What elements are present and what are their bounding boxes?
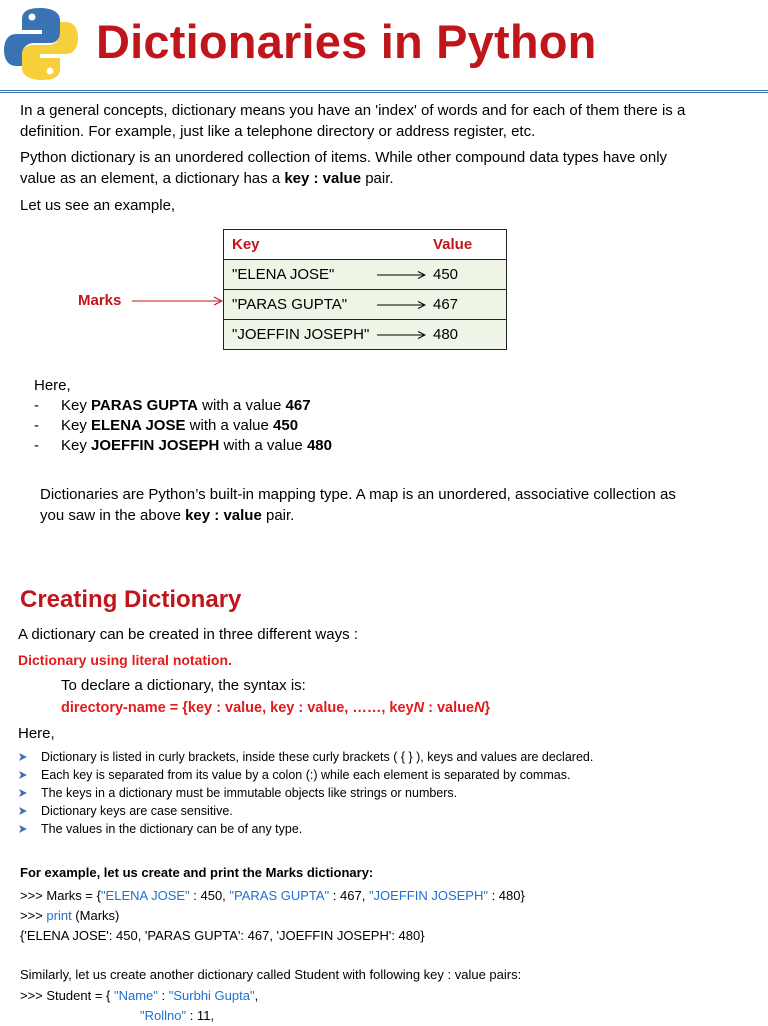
list-item [18, 802, 593, 820]
code-output: {'ELENA JOSE': 450, 'PARAS GUPTA': 467, 'JOEFFIN JOSEPH': 480} [20, 928, 425, 943]
intro-line [20, 168, 667, 189]
list-item [18, 820, 593, 838]
marks-arrow-icon [132, 295, 224, 307]
code-string: "Rollno" [140, 1008, 187, 1023]
arrow-bullet-icon [18, 770, 28, 780]
table-header-row [224, 230, 506, 259]
code-string: "Name" [113, 988, 158, 1003]
bullet-text: Dictionary is listed in curly brackets, inside these curly brackets ( { } ), keys and values are declared. [41, 750, 594, 764]
code-text: , [254, 988, 259, 1003]
intro-line: definition. For example, just like a telephone directory or address register, etc. [20, 123, 536, 140]
section-heading: Creating Dictionary [20, 586, 242, 613]
code-keyword: print [46, 908, 72, 923]
bullet-text: The keys in a dictionary must be immutable objects like strings or numbers. [41, 786, 458, 800]
text: value as an element, a dictionary has a [20, 170, 285, 187]
table-row [224, 319, 506, 349]
code-text: >>> Student = { [20, 988, 114, 1003]
mapping-line [40, 505, 676, 526]
syntax-line [61, 698, 490, 719]
right-arrow-icon [377, 270, 426, 280]
key-value: 480 [306, 437, 332, 454]
text: with a value [219, 437, 307, 454]
row-key: "ELENA JOSE" [232, 266, 335, 283]
code-text: (Marks) [71, 908, 120, 923]
syntax-n: N [413, 700, 425, 716]
student-intro: Similarly, let us create another dictionary called Student with following key : value pairs: [20, 967, 522, 982]
mapping-line: Dictionaries are Python’s built-in mapping type. A map is an unordered, associative collection as [40, 486, 676, 503]
intro-paragraph-2 [20, 147, 667, 189]
row-key: "PARAS GUPTA" [232, 296, 348, 313]
arrow-bullet-icon [18, 806, 28, 816]
key-value: 450 [273, 417, 299, 434]
text: Key [61, 437, 92, 454]
rules-list [18, 748, 593, 838]
text: pair. [361, 170, 394, 187]
key-name: PARAS GUPTA [91, 397, 198, 414]
code-text: : 11, [186, 1008, 215, 1023]
code-text: >>> Marks = { [20, 888, 101, 903]
code-string: "Surbhi Gupta" [168, 988, 255, 1003]
text: with a value [197, 397, 286, 414]
dash: - [34, 397, 39, 414]
key-value: 467 [285, 397, 311, 414]
code-line [20, 906, 119, 926]
example-table [223, 229, 507, 350]
list-item [34, 396, 332, 416]
key-value-bold: key : value [185, 507, 262, 524]
code-string: "PARAS GUPTA" [229, 888, 330, 903]
table-row [224, 259, 506, 289]
bullet-text: The values in the dictionary can be of any type. [41, 822, 303, 836]
dash: - [34, 437, 39, 454]
python-logo-icon [4, 6, 78, 82]
arrow-bullet-icon [18, 788, 28, 798]
right-arrow-icon [377, 330, 426, 340]
table-row [224, 289, 506, 319]
syntax-part: } [484, 700, 491, 716]
dash: - [34, 417, 39, 434]
syntax-part: : value [424, 700, 475, 716]
bullet-text: Each key is separated from its value by a colon (:) while each element is separated by commas. [41, 768, 571, 782]
title-divider [0, 90, 768, 93]
here-label: Here, [34, 377, 71, 394]
syntax-intro: To declare a dictionary, the syntax is: [61, 677, 306, 694]
text: with a value [185, 417, 274, 434]
list-item [18, 766, 593, 784]
key-name: ELENA JOSE [91, 417, 186, 434]
page-title: Dictionaries in Python [96, 15, 597, 68]
bullet-text: Dictionary keys are case sensitive. [41, 804, 233, 818]
syntax-n: N [474, 700, 485, 716]
code-line [140, 1006, 214, 1026]
code-line [20, 886, 525, 906]
code-text: >>> [20, 908, 47, 923]
intro-paragraph-3: Let us see an example, [20, 197, 176, 214]
list-item [34, 436, 332, 456]
syntax-part: directory-name = {key : value, key : value, ……, key [61, 700, 414, 716]
header-key: Key [232, 236, 260, 253]
row-value: 467 [433, 296, 459, 313]
here-label: Here, [18, 725, 55, 742]
header-value: Value [433, 236, 473, 253]
intro-paragraph-1 [20, 100, 685, 142]
marks-label: Marks [78, 292, 122, 309]
code-text: : 450, [189, 888, 230, 903]
list-item [18, 784, 593, 802]
intro-line: Python dictionary is an unordered collection of items. While other compound data types have only [20, 149, 668, 166]
code-string: "ELENA JOSE" [100, 888, 190, 903]
list-item [18, 748, 593, 766]
code-text: : 467, [329, 888, 369, 903]
intro-line: In a general concepts, dictionary means you have an 'index' of words and for each of them there is a [20, 102, 686, 119]
code-example-heading: For example, let us create and print the Marks dictionary: [20, 865, 374, 880]
right-arrow-icon [377, 300, 426, 310]
row-value: 480 [433, 326, 459, 343]
code-text: : [157, 988, 169, 1003]
row-value: 450 [433, 266, 459, 283]
mapping-paragraph [40, 484, 676, 526]
here-list [34, 376, 332, 456]
code-line [20, 986, 258, 1006]
text: pair. [261, 507, 295, 524]
key-name: JOEFFIN JOSEPH [91, 437, 220, 454]
row-key: "JOEFFIN JOSEPH" [232, 326, 370, 343]
text: you saw in the above [40, 507, 186, 524]
arrow-bullet-icon [18, 824, 28, 834]
text: Key [61, 397, 92, 414]
code-string: "JOEFFIN JOSEPH" [368, 888, 488, 903]
literal-notation-heading: Dictionary using literal notation. [18, 652, 232, 668]
key-value-bold: key : value [284, 170, 362, 187]
text: Key [61, 417, 92, 434]
creating-intro: A dictionary can be created in three different ways : [18, 626, 358, 643]
arrow-bullet-icon [18, 752, 28, 762]
list-item [34, 416, 332, 436]
code-text: : 480} [487, 888, 525, 903]
